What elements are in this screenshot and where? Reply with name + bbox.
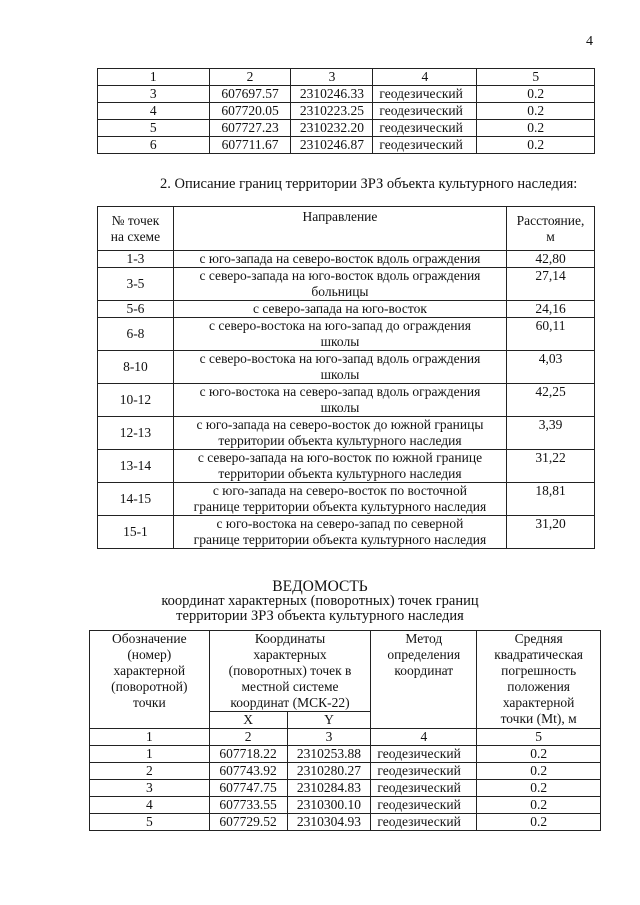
table2-points-cell: 6-8 — [98, 318, 174, 351]
table2-direction-line2: школы — [320, 367, 360, 382]
header-points-line2: на схеме — [110, 228, 161, 244]
table2-points-cell: 12-13 — [98, 417, 174, 450]
table3-cell: 607733.55 — [209, 797, 287, 814]
table2-direction-line1: с юго-востока на северо-запад вдоль ограждения — [199, 384, 481, 399]
table2-row — [98, 318, 595, 351]
table1-header-cell: 1 — [98, 69, 210, 86]
table1-cell: 607727.23 — [209, 120, 291, 137]
section-2-title: 2. Описание границ территории ЗРЗ объекта культурного наследия: — [160, 176, 578, 192]
table1-cell: 0.2 — [477, 103, 595, 120]
table3-cell: 0.2 — [477, 780, 601, 797]
header-line: местной системе — [241, 679, 339, 694]
header-x: X — [209, 712, 287, 729]
table2-distance-cell: 27,14 — [507, 268, 595, 301]
table1-cell: 5 — [98, 120, 210, 137]
header-line: координат — [394, 663, 454, 678]
coordinates-table-continued — [97, 68, 595, 154]
header-line: Обозначение — [112, 631, 187, 646]
header-line: положения — [507, 679, 570, 694]
table2-direction-line2: территории объекта культурного наследия — [218, 466, 462, 481]
table1-header-cell: 2 — [209, 69, 291, 86]
header-line: Координаты — [254, 631, 326, 646]
table2-direction-cell — [173, 516, 506, 549]
table2-points-cell: 5-6 — [98, 301, 174, 318]
table2-points-cell: 14-15 — [98, 483, 174, 516]
vedomost-title: ВЕДОМОСТЬ — [272, 578, 368, 595]
table2-direction-cell — [173, 318, 506, 351]
table1-row — [98, 103, 595, 120]
table1-cell: 3 — [98, 86, 210, 103]
header-line: погрешность — [501, 663, 577, 678]
table2-distance-cell: 31,22 — [507, 450, 595, 483]
page-number: 4 — [586, 34, 593, 49]
table2-row — [98, 516, 595, 549]
header-line: характерных — [253, 647, 327, 662]
header-points-line1: № точек — [111, 212, 160, 228]
table1-cell: геодезический — [373, 86, 477, 103]
table2-direction-cell — [173, 450, 506, 483]
table2-row — [98, 351, 595, 384]
table2-points-cell: 13-14 — [98, 450, 174, 483]
header-direction: Направление — [173, 207, 506, 251]
table2-direction-line1: с юго-запада на северо-восток по восточной — [212, 483, 467, 498]
table3-row — [90, 746, 601, 763]
table2-distance-cell: 42,25 — [507, 384, 595, 417]
header-distance — [507, 207, 595, 251]
table2-distance-cell: 3,39 — [507, 417, 595, 450]
vedomost-table — [89, 630, 601, 831]
table3-number-cell: 5 — [477, 729, 601, 746]
table3-number-cell: 4 — [371, 729, 477, 746]
header-coordinates — [209, 631, 371, 712]
header-line: точки (Mt), м — [500, 711, 577, 726]
table2-direction-line2: больницы — [311, 284, 369, 299]
table2-points-cell: 10-12 — [98, 384, 174, 417]
table1-cell: 0.2 — [477, 120, 595, 137]
header-line: координат (МСК-22) — [230, 695, 350, 710]
header-y: Y — [287, 712, 371, 729]
table3-cell: 607747.75 — [209, 780, 287, 797]
table3-cell: 607718.22 — [209, 746, 287, 763]
table3-cell: 2310300.10 — [287, 797, 371, 814]
table3-cell: геодезический — [371, 763, 477, 780]
table1-header-cell: 4 — [373, 69, 477, 86]
table3-row — [90, 797, 601, 814]
table2-direction-line1: с северо-востока на юго-запад вдоль ограждения — [199, 351, 481, 366]
table3-row — [90, 814, 601, 831]
table2-direction-cell — [173, 351, 506, 384]
table3-row — [90, 780, 601, 797]
table3-cell: 2310280.27 — [287, 763, 371, 780]
table3-cell: 1 — [90, 746, 210, 763]
table2-direction-cell — [173, 384, 506, 417]
table3-cell: 607743.92 — [209, 763, 287, 780]
table2-row — [98, 301, 595, 318]
vedomost-subtitle-1: координат характерных (поворотных) точек границ — [161, 593, 479, 609]
table3-cell: геодезический — [371, 746, 477, 763]
table1-cell: геодезический — [373, 137, 477, 154]
table3-cell: 0.2 — [477, 763, 601, 780]
table2-direction-cell — [173, 301, 506, 318]
table2-direction-line2: школы — [320, 400, 360, 415]
table2-direction-line1: с северо-запада на юго-восток вдоль ограждения — [199, 268, 481, 283]
header-line: характерной — [502, 695, 575, 710]
table1-cell: 607697.57 — [209, 86, 291, 103]
header-line: определения — [387, 647, 461, 662]
table3-cell: 0.2 — [477, 746, 601, 763]
table2-direction-line1: с северо-запада на юго-восток — [252, 301, 427, 316]
table1-cell: 4 — [98, 103, 210, 120]
header-line: (номер) — [127, 647, 172, 662]
header-line: Средняя — [514, 631, 563, 646]
table2-direction-line1: с северо-востока на юго-запад до ограждения — [208, 318, 471, 333]
table2-direction-cell — [173, 251, 506, 268]
table3-cell: 0.2 — [477, 814, 601, 831]
header-distance-line2: м — [546, 228, 555, 244]
table2-distance-cell: 31,20 — [507, 516, 595, 549]
table2-direction-line2: школы — [320, 334, 360, 349]
table1-row — [98, 120, 595, 137]
table2-distance-cell: 4,03 — [507, 351, 595, 384]
table2-points-cell: 8-10 — [98, 351, 174, 384]
table2-points-cell: 15-1 — [98, 516, 174, 549]
table2-row — [98, 483, 595, 516]
vedomost-subtitle-2: территории ЗРЗ объекта культурного наследия — [176, 608, 464, 624]
table2-distance-cell: 24,16 — [507, 301, 595, 318]
table1-header-cell: 3 — [291, 69, 373, 86]
header-points — [98, 207, 174, 251]
table1-cell: 2310246.87 — [291, 137, 373, 154]
table3-cell: 2310253.88 — [287, 746, 371, 763]
table2-direction-line2: территории объекта культурного наследия — [218, 433, 462, 448]
table3-number-row — [90, 729, 601, 746]
table2-direction-line2: границе территории объекта культурного наследия — [193, 532, 487, 547]
header-distance-line1: Расстояние, — [516, 212, 585, 228]
table2-row — [98, 251, 595, 268]
table3-cell: 2 — [90, 763, 210, 780]
table3-number-cell: 1 — [90, 729, 210, 746]
table1-header-cell: 5 — [477, 69, 595, 86]
table1-cell: геодезический — [373, 120, 477, 137]
table3-cell: 2310304.93 — [287, 814, 371, 831]
table2-distance-cell: 18,81 — [507, 483, 595, 516]
table3-row — [90, 763, 601, 780]
table2-points-cell: 3-5 — [98, 268, 174, 301]
table3-cell: геодезический — [371, 780, 477, 797]
table1-cell: 607720.05 — [209, 103, 291, 120]
table2-row — [98, 268, 595, 301]
table2-direction-line1: с юго-запада на северо-восток вдоль ограждения — [199, 251, 481, 266]
table2-points-cell: 1-3 — [98, 251, 174, 268]
table1-row — [98, 86, 595, 103]
table1-cell: 0.2 — [477, 86, 595, 103]
table2-direction-line2: границе территории объекта культурного наследия — [193, 499, 487, 514]
table1-row — [98, 137, 595, 154]
table3-cell: геодезический — [371, 797, 477, 814]
table1-cell: 2310223.25 — [291, 103, 373, 120]
table3-number-cell: 3 — [287, 729, 371, 746]
table3-cell: 4 — [90, 797, 210, 814]
table2-direction-cell — [173, 268, 506, 301]
table2-direction-line1: с северо-запада на юго-восток по южной границе — [197, 450, 483, 465]
table1-cell: геодезический — [373, 103, 477, 120]
table3-cell: 5 — [90, 814, 210, 831]
table2-row — [98, 450, 595, 483]
table1-cell: 607711.67 — [209, 137, 291, 154]
table1-cell: 0.2 — [477, 137, 595, 154]
header-line: точки — [132, 695, 166, 710]
table2-direction-line1: с юго-запада на северо-восток до южной границы — [196, 417, 484, 432]
header-line: (поворотных) точек в — [228, 663, 352, 678]
table1-cell: 2310232.20 — [291, 120, 373, 137]
table3-number-cell: 2 — [209, 729, 287, 746]
header-line: характерной — [113, 663, 186, 678]
table2-row — [98, 384, 595, 417]
table1-cell: 2310246.33 — [291, 86, 373, 103]
header-line: Метод — [405, 631, 443, 646]
header-error — [477, 631, 601, 729]
table2-direction-cell — [173, 417, 506, 450]
table3-cell: геодезический — [371, 814, 477, 831]
table3-cell: 0.2 — [477, 797, 601, 814]
table1-header-row — [98, 69, 595, 86]
table2-direction-line1: с юго-востока на северо-запад по северной — [216, 516, 464, 531]
header-designation — [90, 631, 210, 729]
table3-cell: 3 — [90, 780, 210, 797]
header-method — [371, 631, 477, 729]
table3-cell: 2310284.83 — [287, 780, 371, 797]
table1-cell: 6 — [98, 137, 210, 154]
table2-direction-cell — [173, 483, 506, 516]
header-line: (поворотной) — [111, 679, 188, 694]
table2-distance-cell: 42,80 — [507, 251, 595, 268]
boundary-description-table — [97, 206, 595, 549]
header-line: квадратическая — [494, 647, 584, 662]
table3-cell: 607729.52 — [209, 814, 287, 831]
table2-row — [98, 417, 595, 450]
table2-distance-cell: 60,11 — [507, 318, 595, 351]
